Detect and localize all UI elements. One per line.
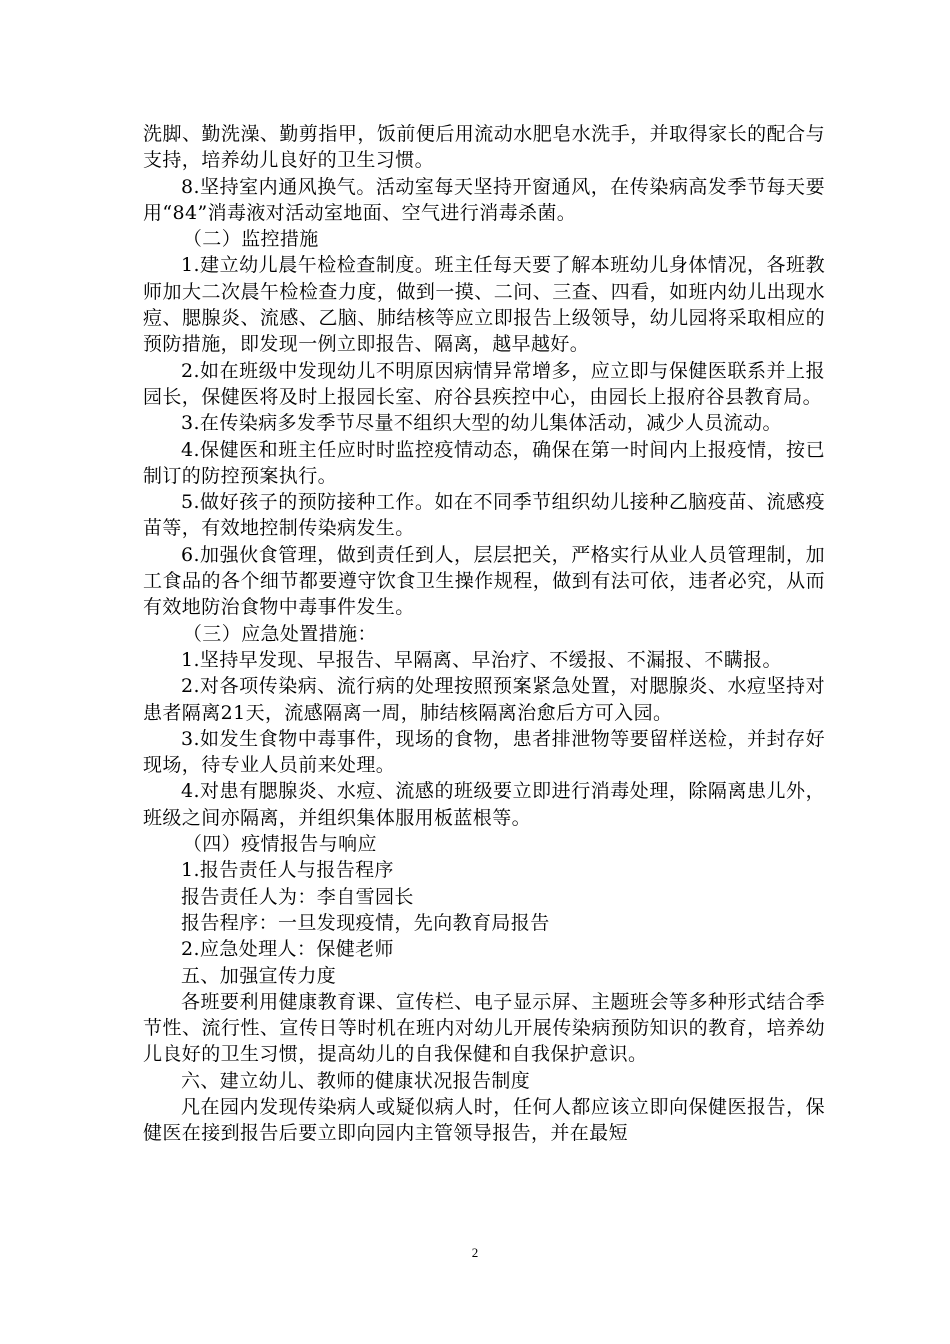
paragraph-13: 4.对患有腮腺炎、水痘、流感的班级要立即进行消毒处理，除隔离患儿外，班级之间亦隔离，并组织集体服用板蓝根等。 [143, 780, 825, 829]
paragraph-20: 各班要利用健康教育课、宣传栏、电子显示屏、主题班会等多种形式结合季节性、流行性、宣传日等时机在班内对幼儿开展传染病预防知识的教育，培养幼儿良好的卫生习惯，提高幼儿的自我保健和自我保护意识。 [143, 990, 825, 1066]
paragraph-9: （三）应急处置措施： [182, 622, 377, 645]
paragraph-6: 4.保健医和班主任应时时监控疫情动态，确保在第一时间内上报疫情，按已制订的防控预案执行。 [143, 438, 825, 487]
paragraph-18: 2.应急处理人：保健老师 [181, 938, 394, 961]
paragraph-3: 1.建立幼儿晨午检检查制度。班主任每天要了解本班幼儿身体情况，各班教师加大二次晨午检检查力度，做到一摸、二问、三查、四看，如班内幼儿出现水痘、腮腺炎、流感、乙脑、肺结核等应立即报告上级领导，幼儿园将采取相应的预防措施，即发现一例立即报告、隔离，越早越好。 [143, 254, 825, 356]
paragraph-21: 六、建立幼儿、教师的健康状况报告制度 [181, 1069, 531, 1092]
paragraph-11: 2.对各项传染病、流行病的处理按照预案紧急处置，对腮腺炎、水痘坚持对患者隔离21天，流感隔离一周，肺结核隔离治愈后方可入园。 [143, 675, 825, 724]
paragraph-1: 8.坚持室内通风换气。活动室每天坚持开窗通风，在传染病高发季节每天要用“84”消毒液对活动室地面、空气进行消毒杀菌。 [143, 175, 825, 224]
paragraph-19: 五、加强宣传力度 [181, 964, 337, 987]
paragraph-12: 3.如发生食物中毒事件，现场的食物，患者排泄物等要留样送检，并封存好现场，待专业人员前来处理。 [143, 727, 825, 777]
paragraph-5: 3.在传染病多发季节尽量不组织大型的幼儿集体活动，减少人员流动。 [181, 412, 782, 435]
paragraph-0: 洗脚、勤洗澡、勤剪指甲，饭前便后用流动水肥皂水洗手，并取得家长的配合与支持，培养幼儿良好的卫生习惯。 [143, 123, 825, 172]
paragraph-4: 2.如在班级中发现幼儿不明原因病情异常增多，应立即与保健医联系并上报园长，保健医将及时上报园长室、府谷县疾控中心，由园长上报府谷县教育局。 [143, 359, 825, 408]
paragraph-10: 1.坚持早发现、早报告、早隔离、早治疗、不缓报、不漏报、不瞒报。 [181, 648, 782, 671]
paragraph-7: 5.做好孩子的预防接种工作。如在不同季节组织幼儿接种乙脑疫苗、流感疫苗等，有效地控制传染病发生。 [143, 491, 825, 540]
page-number: 2 [471, 1245, 479, 1260]
paragraph-22: 凡在园内发现传染病人或疑似病人时，任何人都应该立即向保健医报告，保健医在接到报告后要立即向园内主管领导报告，并在最短 [143, 1095, 825, 1145]
document-page [143, 121, 825, 1147]
paragraph-15: 1.报告责任人与报告程序 [181, 859, 394, 882]
paragraph-14: （四）疫情报告与响应 [182, 833, 377, 856]
paragraph-2: （二）监控措施 [182, 228, 319, 251]
paragraph-17: 报告程序：一旦发现疫情，先向教育局报告 [181, 911, 550, 934]
paragraph-8: 6.加强伙食管理，做到责任到人，层层把关，严格实行从业人员管理制，加工食品的各个细节都要遵守饮食卫生操作规程，做到有法可依，违者必究，从而有效地防治食物中毒事件发生。 [143, 543, 825, 619]
paragraph-16: 报告责任人为：李自雪园长 [181, 885, 414, 908]
